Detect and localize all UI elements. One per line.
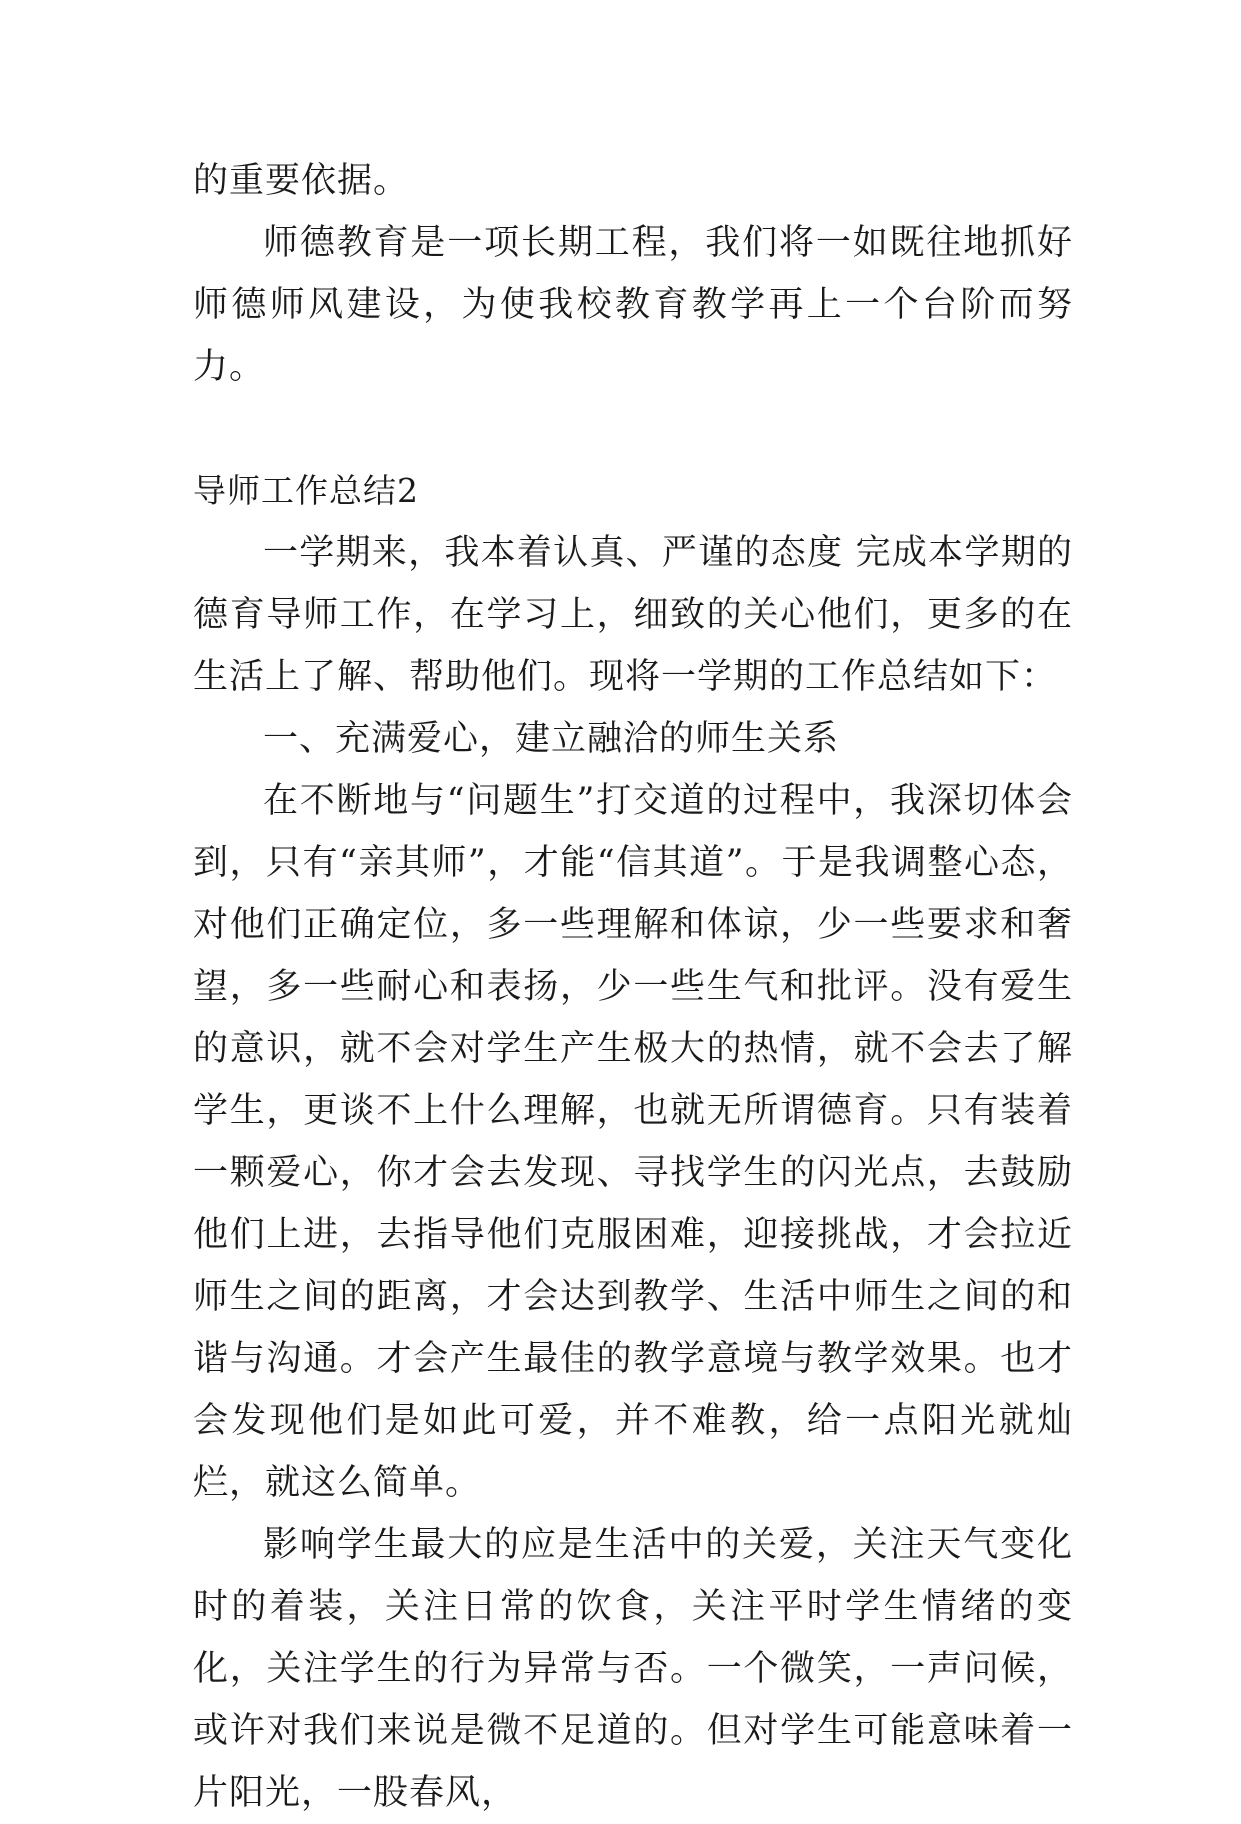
opening-fragment: 的重要依据。 bbox=[193, 161, 410, 201]
subheading: 一、充满爱心，建立融洽的师生关系 bbox=[263, 719, 840, 759]
paragraph: 影响学生最大的应是生活中的关爱，关注天气变化时的着装，关注日常的饮食，关注平时学生情绪的变化，关注学生的行为异常与否。一个微笑，一声问候，或许对我们来说是微不足道的。但对学生可能意味着一片阳光，一股春风， bbox=[193, 1525, 1073, 1813]
closing-paragraph: 师德教育是一项长期工程，我们将一如既往地抓好师德师风建设，为使我校教育教学再上一个台阶而努力。 bbox=[193, 223, 1073, 387]
section-spacer bbox=[193, 398, 1073, 460]
document-body bbox=[193, 150, 1073, 1824]
paragraph: 在不断地与“问题生”打交道的过程中，我深切体会到，只有“亲其师”，才能“信其道”。于是我调整心态，对他们正确定位，多一些理解和体谅，少一些要求和奢望，多一些耐心和表扬，少一些生气和批评。没有爱生的意识，就不会对学生产生极大的热情，就不会去了解学生，更谈不上什么理解，也就无所谓德育。只有装着一颗爱心，你才会去发现、寻找学生的闪光点，去鼓励他们上进，去指导他们克服困难，迎接挑战，才会拉近师生之间的距离，才会达到教学、生活中师生之间的和谐与沟通。才会产生最佳的教学意境与教学效果。也才会发现他们是如此可爱，并不难教，给一点阳光就灿烂，就这么简单。 bbox=[193, 781, 1073, 1503]
paragraph: 一学期来，我本着认真、严谨的态度 完成本学期的德育导师工作，在学习上，细致的关心他们，更多的在生活上了解、帮助他们。现将一学期的工作总结如下： bbox=[193, 533, 1073, 697]
section-title: 导师工作总结2 bbox=[193, 471, 419, 510]
